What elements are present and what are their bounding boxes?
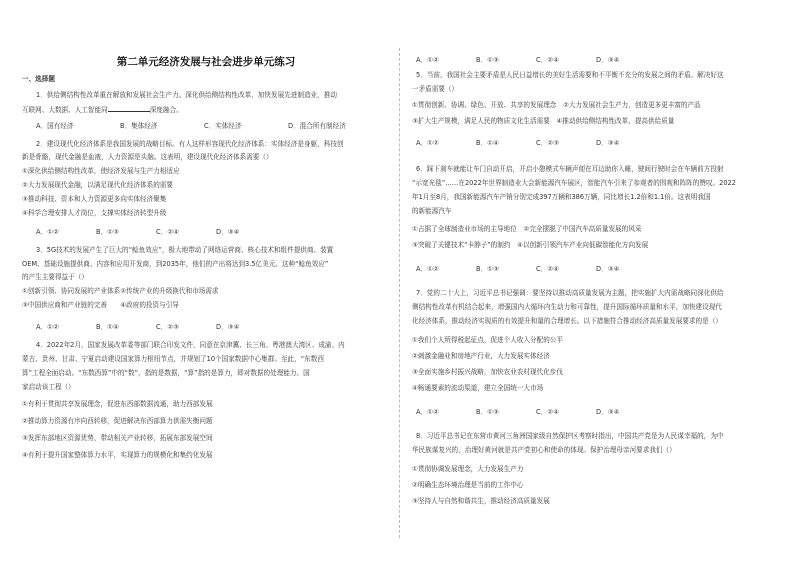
q7-statement-2: ②刺激金融业和房地产行业，大力发展实体经济 [412, 352, 550, 360]
option-d: D．③④ [216, 228, 240, 236]
q1-stem-line2 [22, 104, 183, 115]
q3-stem-line3: 的产生主要得益于（） [22, 273, 88, 281]
q6-stem-line3: 年1月至8月，我国新能源汽车产销分别完成397万辆和386万辆，同比增长1.2倍和1.1倍。这表明我国 [412, 193, 711, 201]
option-c: C．②④ [536, 56, 560, 64]
q4-stem-line2: 蒙古、贵州、甘肃、宁夏启动建设国家算力枢纽节点，并规划了10个国家数据中心集群。至此，“东数西 [22, 355, 324, 363]
q7-statement-4: ④畅通要素的流动渠道，建立全国统一大市场 [412, 384, 544, 392]
q1-stem-line2-text: 互联网、大数据、人工智能同 [22, 106, 108, 114]
q6-statement-1: ①占据了全球制造业市场的主导地位 ②完全摆脱了中国汽车高质量发展的风采 [412, 225, 642, 233]
q1-stem-line2-tail: 深度融合。 [149, 106, 183, 114]
q4-stem-line4: 家启动该工程（） [22, 383, 75, 391]
q4-statement-3: ③发挥东部地区资源优势，带动相关产业转移，拓展东部发展空间 [22, 434, 213, 442]
q7-options [416, 408, 620, 417]
option-c: C．②③ [536, 139, 560, 147]
option-c: C．②③ [156, 323, 180, 331]
option-b: B．集体经济 [120, 122, 158, 130]
q5-statement-1: ①贯彻创新、协调、绿色、开放、共享的发展理念 ②大力发展社会生产力，创造更多更丰富的产品 [412, 101, 701, 109]
q2-statement-2: ②大力发展现代金融，以满足现代化经济体系的需要 [22, 181, 173, 189]
option-c: C．②④ [536, 265, 560, 273]
option-d: D．③④ [596, 56, 620, 64]
q1-options [36, 122, 346, 131]
q3-stem-line1: 3．5G技术的发展产生了巨大的“鲶鱼效应”，极大地带动了网络运营商、核心技术和组件提供商、装置 [36, 246, 334, 254]
q3-statement-2: ③中国供应商和产业链的完善 ④政府的投资与引导 [22, 301, 179, 309]
answer-blank [108, 104, 150, 112]
option-d: D．③④ [596, 408, 620, 416]
q4-statement-1: ①有利于贯彻共享发展理念，促进东西部数据流通，助力西部发展 [22, 400, 213, 408]
q2-options [36, 228, 240, 237]
option-b: B．①③ [96, 228, 119, 236]
q8-statement-3: ③坚持人与自然和谐共生，推动经济高质量发展 [412, 497, 550, 505]
option-d: D．③④ [596, 265, 620, 273]
option-b: B．①③ [476, 408, 499, 416]
option-c: C．②④ [156, 228, 180, 236]
q6-stem-line1: 6．踩下刹车就能让车门自动开启，开启小憩模式车辆声便在耳边助你入睡，驶间行驶时会在车辆前方投射 [416, 165, 724, 173]
q5-stem-line2: 一矛盾需要（） [412, 85, 459, 93]
q7-statement-1: ①我们个人所得税起征点，促进个人收入分配的公平 [412, 336, 563, 344]
section-heading: 一、选择题 [22, 75, 55, 83]
left-column [22, 0, 390, 562]
q7-stem-line3: 化经济体系，推动经济实现质的有效提升和量的合理增长。以下措施符合推动经济高质量发展要求的是（） [412, 317, 722, 325]
option-a: A．①② [36, 228, 59, 236]
q3-statement-1: ①创新引领、协同发展的产业体系②传统产业的升级换代和市场需求 [22, 287, 219, 295]
q4-stem-line1: 4．2022年2月，国家发展改革委等部门联合印发文件，同意在京津冀、长三角、粤港澳大湾区、成渝、内 [36, 341, 345, 349]
right-column [412, 0, 780, 562]
option-d: D．③④ [596, 139, 620, 147]
q4-statement-2: ②推动算力资源有序向西转移，促进解决东西部算力供需失衡问题 [22, 417, 213, 425]
q3-stem-line2: OEM、基础设施提供商、内容和应用开发商，到2035年，他们的产出将达到3.5亿美元。这种“鲶鱼效应” [22, 260, 329, 268]
q8-stem-line1: 8．习近平总书记在东营市黄河三角洲国家级自然保护区考察时指出，中国共产党是为人民谋幸福的，为中 [416, 432, 724, 440]
q4-options [416, 56, 620, 65]
q4-statement-4: ④有利于提升国家整体算力水平，实现算力的规模化和集约化发展 [22, 451, 213, 459]
q1-stem-line1: 1．供给侧结构性改革重在解放和发展社会生产力。深化供给侧结构性改革，加快发展先进制造业，推动 [36, 91, 337, 99]
q5-options [416, 139, 620, 148]
option-b: B．①③ [476, 56, 499, 64]
q2-statement-1: ①深化供给侧结构性改革，使经济发展与生产力相适应 [22, 167, 180, 175]
option-c: C．实体经济 [204, 122, 242, 130]
option-d: D．③④ [216, 323, 240, 331]
q2-stem-line2: 新是骨骼，现代金融是血液，人力资源是头脑。这表明，建设现代化经济体系需要（） [22, 153, 273, 161]
option-a: A．①② [416, 139, 439, 147]
q2-statement-3: ③推动科技、资本和人力资源更多向实体经济聚集 [22, 195, 167, 203]
q8-statement-2: ②明确生态环境治理是当前的工作中心 [412, 481, 524, 489]
option-d: D．混合所有制经济 [288, 122, 346, 130]
q7-stem-line1: 7．党的二十大上，习近平总书记强调：要坚持以推动高质量发展为主题，把实施扩大内需战略同深化供给 [416, 289, 724, 297]
q5-stem-line1: 5．当前，我国社会主要矛盾是人民日益增长的美好生活需要和不平衡不充分的发展之间的矛盾。解决好这 [416, 71, 724, 79]
q7-stem-line2: 侧结构性改革有机结合起来，增强国内大循环内生动力和可靠性，提升国际循环质量和水平，加快建设现代 [412, 303, 722, 311]
page-title: 第二单元经济发展与社会进步单元练习 [116, 56, 296, 68]
q6-stem-line4: 的新能源汽车 [412, 207, 452, 215]
q2-statement-4: ④科学合理安排人才岗位，支撑实体经济转型升级 [22, 209, 167, 217]
option-a: A．国有经济 [36, 122, 74, 130]
q8-stem-line2: 华民族谋复兴的，治理好黄河就是共产党初心和使命的体现。保护治理母亲河要求我们（） [412, 446, 676, 454]
q8-statement-1: ①贯彻协调发展理念，大力发展生产力 [412, 465, 524, 473]
option-b: B．①③ [476, 265, 499, 273]
q2-stem-line1: 2．建设现代化经济体系是我国发展的战略目标。有人这样形容现代化经济体系：实体经济是身躯，科技创 [36, 140, 344, 148]
q6-options [416, 265, 620, 274]
q4-stem-line3: 算”工程全面启动。“东数西算”中的“数”，指的是数据，“算”指的是算力，即对数据的处理能力。国 [22, 369, 310, 377]
option-a: A．①② [416, 265, 439, 273]
option-b: B．①④ [476, 139, 499, 147]
option-c: C．②④ [536, 408, 560, 416]
option-b: B．①④ [96, 323, 119, 331]
option-a: A．①② [416, 408, 439, 416]
q6-stem-line2: “示宽光毯”……在2022年世界制造业大会新能源汽车展区，智能汽车引来了参观者的围观和阵阵的赞叹。2022 [412, 179, 736, 187]
q5-statement-2: ③扩大生产规模，满足人民的物质文化生活需要 ④推动供给侧结构性改革，提高供给质量 [412, 117, 675, 125]
q6-statement-2: ③突破了关键技术“卡脖子”的制约 ④以创新引领汽车产业向低碳智能化方向发展 [412, 241, 649, 249]
option-a: A．①② [36, 323, 59, 331]
q7-statement-3: ③全面实施乡村振兴战略，加快农业农村现代化步伐 [412, 368, 563, 376]
option-a: A．①② [416, 56, 439, 64]
column-divider [399, 48, 400, 538]
q3-options [36, 323, 240, 332]
